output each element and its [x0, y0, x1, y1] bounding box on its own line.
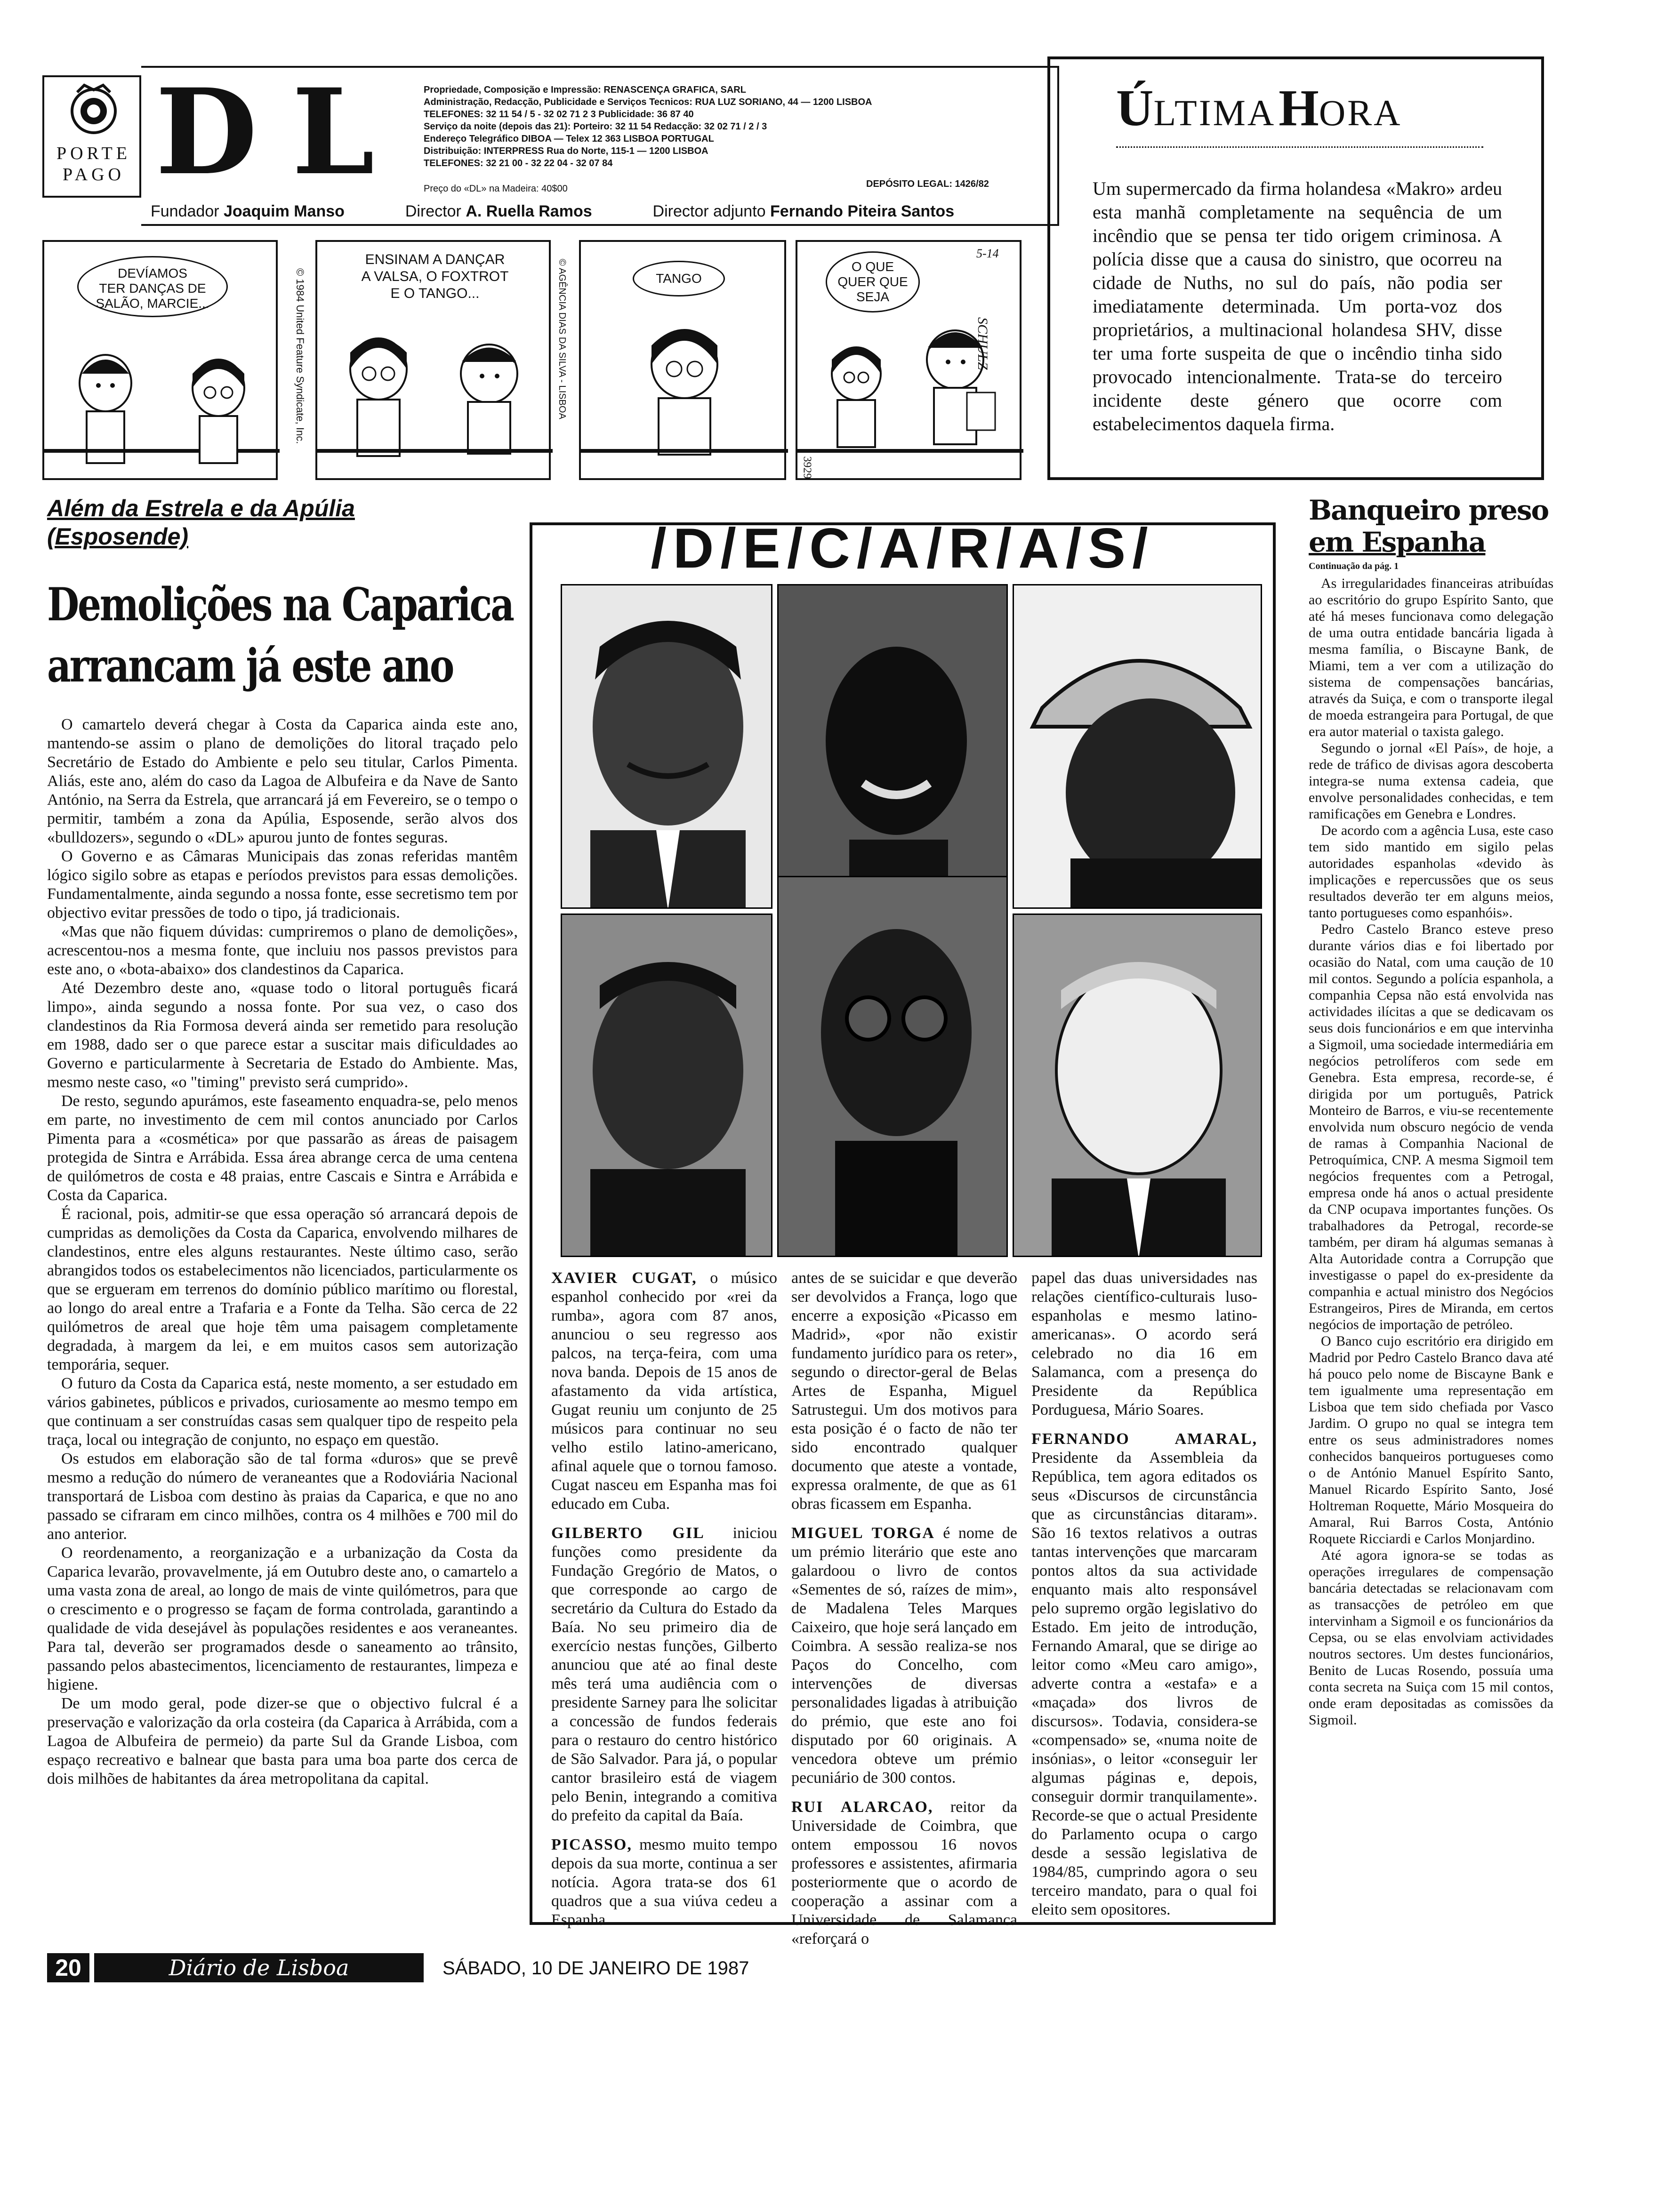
decaras-entry: PICASSO, mesmo muito tempo depois da sua morte, continua a ser notícia. Agora trata-se dos 61 quadros que a sua viúva cedeu a Espanha — [551, 1836, 778, 1929]
portrait-icon — [562, 915, 772, 1257]
publisher-line: Administração, Redacção, Publicidade e Serviços Tecnicos: RUA LUZ SORIANO, 44 — 1200 LISBOA — [424, 97, 872, 107]
entry-name: GILBERTO GIL — [551, 1524, 705, 1542]
paragraph: O reordenamento, a reorganização e a urbanização da Costa da Caparica levarão, provavelmente, já em Outubro deste ano, o camartelo a uma vasta zona de areal, ao longo de mais de vinte quilómetros, para que o crescimento e o progresso se façam de forma controlada, garantindo a qualidade de vida desejável às populações residentes e aos veraneantes. Para tal, deverão ser programados desde o saneamento ao trânsito, passando pelos abastecimentos, licenciamento de restaurantes, limpeza e higiene. — [47, 1544, 518, 1693]
publisher-line: Propriedade, Composição e Impressão: RENASCENÇA GRAFICA, SARL — [424, 85, 746, 95]
entry-name: RUI ALARCAO, — [791, 1798, 933, 1816]
photo-picasso — [1013, 584, 1262, 909]
decaras-entry: antes de se suicidar e que deverão ser devolvidos a França, logo que encerre a exposição «Picasso em Madrid», «por não existir fundamento jurídico para os reter», segundo o director-geral de Belas Artes de Espanha, Miguel Satrustegui. Um dos motivos para esta posição é o facto de não ter sido encontrado qualquer documento que ateste a vontade, expressa oralmente, de que as 61 obras ficassem em Espanha. — [791, 1269, 1017, 1513]
founder-label: Fundador — [151, 202, 219, 220]
decaras-box — [530, 517, 1276, 1948]
logo-d: D — [155, 63, 257, 201]
speech-text: ENSINAM A DANÇAR A VALSA, O FOXTROT E O TANGO... — [361, 252, 509, 301]
caparica-article — [47, 494, 518, 1944]
decaras-entry: RUI ALARCAO, reitor da Universidade de Coimbra, que ontem empossou 16 novos professores e assistentes, afirmaria posteriormente que o acordo de cooperação a assinar com a Universidade de Salamanca «reforçará o — [791, 1798, 1018, 1948]
masthead — [42, 63, 1022, 226]
paragraph: Até Dezembro deste ano, «quase todo o litoral português ficará limpo», ainda segundo a nossa fonte. Por sua vez, o caso dos clandestinos da Ria Formosa deverá ainda ser remetido para resolução em 1988, dado ser o que parece estar a suscitar mais dificuldades ao Governo e particularmente à Secretaria de Estado do Ambiente. Mas, mesmo neste caso, «o "timing" previsto será cumprido». — [47, 979, 518, 1091]
portrait-icon — [779, 877, 1008, 1257]
comic-agency: © AGÊNCIA DIAS DA SILVA - LISBOA — [557, 259, 567, 419]
publisher-line: Endereço Telegráfico DIBOA — Telex 12 363 LISBOA PORTUGAL — [424, 134, 714, 144]
desk — [317, 449, 553, 453]
speech-bubble: DEVÍAMOS TER DANÇAS DE SALÃO, MARCIE... — [77, 256, 228, 317]
director-name: A. Ruella Ramos — [466, 202, 592, 220]
comic-copyright: © 1984 United Feature Syndicate, Inc. — [294, 268, 306, 444]
decaras-col-1 — [551, 1269, 777, 1940]
photo-gilberto-gil — [777, 584, 1008, 909]
speech-bubble: O QUE QUER QUE SEJA — [826, 251, 920, 313]
speech-bubble: TANGO — [633, 261, 725, 297]
photo-rui-alarcao — [777, 876, 1008, 1257]
entry-name: PICASSO, — [551, 1836, 632, 1853]
ultima-hora-title: ÚLTIMAHORA — [1116, 79, 1402, 136]
photo-fernando-amaral — [1013, 914, 1262, 1257]
portrait-icon — [779, 585, 1008, 909]
staff-line — [151, 202, 1054, 221]
banqueiro-body — [1309, 575, 1553, 1728]
ultima-hora-box — [1047, 56, 1544, 480]
entry-name: MIGUEL TORGA — [791, 1524, 935, 1542]
comic-code: 3929 — [801, 456, 813, 479]
publisher-info — [424, 84, 1054, 169]
peppermint-patty-figure — [63, 345, 148, 477]
paragraph: É racional, pois, admitir-se que essa operação só arrancará depois de cumpridas as demolições da Costa da Caparica, envolvendo milhares de clandestinos, entre eles alguns restaurantes. Neste último caso, serão abrangidos todos os estabelecimentos não licenciados, particularmente os que se ergueram em terrenos do domínio público marítimo ou florestal, ao longo do areal entre a Trafaria e a Fonte da Telha. São cerca de 22 quilómetros de areal que hoje têm uma paisagem completamente degradada, à margem da lei, e em muitos casos sem autorização temporária, sequer. — [47, 1205, 518, 1373]
paragraph: «Mas que não fiquem dúvidas: cumpriremos o plano de demolições», acrescentou-nos a mesma fonte, que incluiu nos passos previstos para este ano, o «bota-abaixo» dos clandestinos da Caparica. — [47, 923, 518, 978]
decaras-entry: MIGUEL TORGA é nome de um prémio literário que este ano galardoou o livro de contos «Sementes de só, raízes de mim», de Madalena Teles Marques Caixeiro, que hoje será lançado em Coimbra. A sessão realiza-se nos Paços do Concelho, com intervenções de diversas personalidades ligadas à atribuição do prémio, que este ano foi disputado por 60 originais. A vencedora obteve um prémio pecuniário de 300 contos. — [791, 1524, 1018, 1787]
deputy-name: Fernando Piteira Santos — [770, 202, 955, 220]
issue-date: SÁBADO, 10 DE JANEIRO DE 1987 — [442, 1958, 749, 1979]
pago-label: PAGO — [63, 165, 125, 184]
comic-strip — [42, 240, 1022, 480]
decaras-entry: GILBERTO GIL iniciou funções como presidente da Fundação Gregório de Matos, o que corresponde ao cargo de secretário da Cultura do Estado da Baía. No seu primeiro dia de exercício nestas funções, Gilberto anunciou que até ao final deste mês terá uma audiência com o presidente Sarney para lhe solicitar a concessão de fundos federais para o restauro do centro histórico de São Salvador. Para já, o popular cantor brasileiro está de viagem pelo Benin, integrando a comitiva do prefeito da capital da Baía. — [551, 1524, 777, 1824]
banqueiro-headline: Banqueiro preso em Espanha — [1309, 494, 1549, 558]
paragraph: De resto, segundo apurámos, este faseamento enquadra-se, pelo menos em parte, no investimento de cem mil contos anunciado por Carlos Pimenta para a «cosmética» por que passarão as áreas de paisagem protegida de Sintra e Arrábida. Essa área abrange cerca de uma centena de quilómetros de costa e 48 praias, entre Cascais e Sintra e Arrábida e Costa da Caparica. — [47, 1092, 518, 1204]
publisher-line: TELEFONES: 32 11 54 / 5 - 32 02 71 2 3 Publicidade: 36 87 40 — [424, 109, 694, 120]
comic-panel-3 — [579, 240, 786, 480]
caparica-kicker: Além da Estrela e da Apúlia (Esposende) — [47, 495, 355, 550]
portrait-icon — [562, 585, 772, 909]
comic-signature: SCHULZ — [975, 317, 990, 370]
director-label: Director — [405, 202, 461, 220]
porte-pago-box — [42, 75, 141, 198]
entry-name: FERNANDO AMARAL, — [1031, 1430, 1257, 1448]
caparica-headline: Demolições na Caparica arrancam já este ano — [47, 578, 513, 692]
publisher-line: Serviço da noite (depois das 21): Porteiro: 32 11 54 Redacção: 32 02 71 / 2 / 3 — [424, 121, 767, 132]
paragraph: Pedro Castelo Branco esteve preso durante vários dias e foi libertado por ocasião do Natal, com uma caução de 10 mil contos. Segundo a polícia espanhola, a companhia Cepsa não está envolvida nas actividades ilícitas a que se dedicavam os seus dois funcionários e em que intervinha a Sigmoil, uma sociedade intermediária em negócios petrolíferos com sede em Genebra. Esta empresa, recorde-se, é dirigida por um português, Patrick Monteiro de Barros, e viu-se recentemente envolvida num obscuro negócio de venda de ramas à Companhia Nacional de Petroquímica, CNP. A mesma Sigmoil tem negócios frequentes com a Petrogal, empresa onde há anos o actual presidente da CNP ocupava importantes funções. Os trabalhadores da Petrogal, recorde-se também, per diram há algumas semanas à Alta Autoridade contra a Corrupção que investigasse o papel do ex-presidente da companhia e actual ministro dos Negócios Estrangeiros, Pires de Miranda, em certos negócios de importação de petróleo. — [1309, 922, 1553, 1332]
paragraph: De um modo geral, pode dizer-se que o objectivo fulcral é a preservação e valorização da orla costeira (da Caparica à Arrábida, com a Lagoa de Albufeira de permeio) da parte Sul da Grande Lisboa, com espaço recreativo e balnear que basta para uma boa parte dos cerca de dois milhões de habitantes da área metropolitana da capital. — [47, 1695, 518, 1787]
publisher-line: TELEFONES: 32 21 00 - 32 22 04 - 32 07 84 — [424, 158, 613, 168]
comic-panel-2 — [315, 240, 551, 480]
marcie-figure — [816, 336, 896, 458]
paper-name: Diário de Lisboa — [94, 1953, 424, 1982]
founder-name: Joaquim Manso — [224, 202, 345, 220]
photo-xavier-cugat — [561, 584, 772, 909]
photo-miguel-torga — [561, 914, 772, 1257]
ultima-hora-underline — [1116, 146, 1483, 152]
coat-of-arms-icon — [68, 83, 120, 139]
paragraph: De acordo com a agência Lusa, este caso tem sido mantido em sigilo pelas autoridades espanholas «devido às implicações e repercussões que os seus resultados deverão ter em alguns meios, tanto portugueses como espanhóis». — [1309, 823, 1553, 921]
paragraph: As irregularidades financeiras atribuídas ao escritório do grupo Espírito Santo, que até há meses funcionava como delegação de uma outra entidade bancária ligada à mesma família, o Biscayne Bank, de Miami, tem a ver com a utilização do sistema de compensações bancárias, através da Suiça, e com o transporte ilegal de moeda estrangeira para Portugal, de que era autor material o taxista galego. — [1309, 576, 1553, 739]
paragraph: Até agora ignora-se se todas as operações irregulares de compensação bancária detectadas se relacionavam com as transacções de petróleo em que intervinham a Sigmoil e os funcionários da Cepsa, ou se elas envolviam actividades noutros sectores. Um destes funcionários, Benito de Lucas Rosendo, possuía uma conta secreta na Suiça com 15 mil contos, onde eram depositadas as comissões da Sigmoil. — [1309, 1547, 1553, 1728]
deposit: DEPÓSITO LEGAL: 1426/82 — [866, 179, 989, 189]
portrait-icon — [1014, 915, 1262, 1257]
decaras-col-2 — [791, 1269, 1017, 1959]
paragraph: Os estudos em elaboração são de tal forma «duros» que se prevê mesmo a redução do número de veraneantes que a Rodoviária Nacional transportará de Lisboa com destino às praias da Caparica, e que no ano passado se cifraram em cinco milhões, contra os 4 milhões e 700 mil do ano anterior. — [47, 1450, 518, 1543]
comic-panel-1 — [42, 240, 278, 480]
publisher-line: Distribuição: INTERPRESS Rua do Norte, 115-1 — 1200 LISBOA — [424, 146, 708, 156]
footer — [47, 1953, 1318, 1986]
banqueiro-article — [1309, 494, 1553, 1963]
banqueiro-continuation: Continuação da pág. 1 — [1309, 561, 1399, 571]
paragraph: O futuro da Costa da Caparica está, neste momento, a ser estudado em vários gabinetes, públicos e privados, curiosamente ao mesmo tempo em que continuam a ser construídas casas sem qualquer tipo de respeito pela traça, local ou integração de conjunto, no espaço em questão. — [47, 1375, 518, 1449]
porte-label: PORTE — [56, 144, 131, 163]
entry-name: XAVIER CUGAT, — [551, 1269, 697, 1287]
comic-panel-4 — [796, 240, 1022, 480]
decaras-title: /D/E/C/A/R/A/S/ — [651, 517, 1155, 580]
paragraph: Segundo o jornal «El País», de hoje, a rede de tráfico de divisas agora descoberta integra-se numa extensa cadeia, que envolve personalidades conhecidas, e tem ramificações em Genebra e Londres. — [1309, 740, 1553, 822]
page-number: 20 — [47, 1953, 89, 1982]
deputy-label: Director adjunto — [652, 202, 766, 220]
comic-date: 5-14 — [976, 247, 999, 260]
caparica-body — [47, 715, 518, 1788]
desk — [797, 449, 1023, 453]
marcie-figure — [176, 350, 261, 473]
logo-l: L — [292, 63, 375, 201]
portrait-icon — [1014, 585, 1262, 909]
marcie-figure — [633, 317, 736, 468]
peppermint-patty-figure — [444, 336, 534, 468]
decaras-entry: papel das duas universidades nas relações científico-culturais luso-espanholas e mesmo latino-americanas». O acordo será celebrado no dia 16 em Salamanca, com a presença do Presidente da República Porduguesa, Mário Soares. — [1031, 1269, 1257, 1419]
price: Preço do «DL» na Madeira: 40$00 — [424, 184, 568, 194]
marcie-figure — [336, 327, 421, 468]
desk — [581, 449, 788, 453]
decaras-entry: FERNANDO AMARAL, Presidente da Assembleia da República, tem agora editados os seus «Discursos de circunstância que as circunstâncias ditaram». São 16 textos relativos a outras tantas intervenções que marcaram pontos altos da sua actividade enquanto mais alto responsável pelo supremo orgão legislativo do Estado. Em jeito de introdução, Fernando Amaral, que se dirige ao leitor como «Meu caro amigo», adverte contra a «estafa» e a «maçada» dos livros de discursos». Todavia, considera-se «compensado» se, «numa noite de insónias», o leitor «conseguir ler algumas páginas e, depois, conseguir dormir tranquilamente». Recorde-se que o actual Presidente do Parlamento ocupa o cargo desde a sessão legislativa de 1984/85, cumprindo agora o seu terceiro mandato, para o qual foi eleito sem opositores. — [1031, 1430, 1257, 1918]
decaras-entry: XAVIER CUGAT, o músico espanhol conhecido por «rei da rumba», agora com 87 anos, anunciou o seu regresso aos palcos, na terça-feira, com uma nova banda. Depois de 15 anos de afastamento da vida artística, Gugat reuniu um conjunto de 25 músicos para continuar no seu velho estilo latino-americano, afinal aquele que o tornou famoso. Cugat nasceu em Espanha mas foi educado em Cuba. — [551, 1269, 778, 1513]
paragraph: O camartelo deverá chegar à Costa da Caparica ainda este ano, mantendo-se assim o plano de demolições do litoral traçado pelo Secretário de Estado do Ambiente e pelo seu titular, Carlos Pimenta. Aliás, este ano, além do caso da Lagoa de Albufeira e da Nave de Santo António, na Serra da Estrela, que arrancará já em Fevereiro, se o tempo o permitir, também a zona da Apúlia, Esposende, serão alvos dos «bulldozers», segundo o «DL» apurou junto de fontes seguras. — [47, 716, 518, 846]
ultima-hora-text: Um supermercado da firma holandesa «Makro» ardeu esta manhã completamente na sequência de um incêndio que se pensa ter tido origem criminosa. A polícia disse que a causa do sinistro, que ocorreu na cidade de Nuths, no sul do país, não podia ser imediatamente determinada. Um porta-voz dos proprietários, a multinacional holandesa SHV, disse ter uma forte suspeita de que o incêndio tinha sido provocado intencionalmente. Trata-se do terceiro incidente deste género que ocorre com estabelecimentos daquela firma. — [1093, 178, 1502, 434]
decaras-col-3 — [1031, 1269, 1257, 1930]
paragraph: O Banco cujo escritório era dirigido em Madrid por Pedro Castelo Branco dava até há pouco pelo nome de Biscayne Bank e tem igualmente uma representação em Lisboa que tem sido chefiada por Vasco Jardim. O grupo no qual se integra tem entre os seus administradores nomes conhecidos banqueiros portugueses como o de António Manuel Espírito Santo, Manuel Ricardo Espírito Santo, José Holtreman Roquette, Mário Mosqueira do Amaral, Rui Barros Costa, António Roquete Ricciardi e Carlos Monjardino. — [1309, 1333, 1553, 1547]
paragraph: O Governo e as Câmaras Municipais das zonas referidas mantêm lógico sigilo sobre as etapas e períodos previstos para essas demolições. Fundamentalmente, ainda segundo a nossa fonte, esse secretismo tem por objectivo evitar pressões de todo o tipo, já tradicionais. — [47, 848, 518, 922]
